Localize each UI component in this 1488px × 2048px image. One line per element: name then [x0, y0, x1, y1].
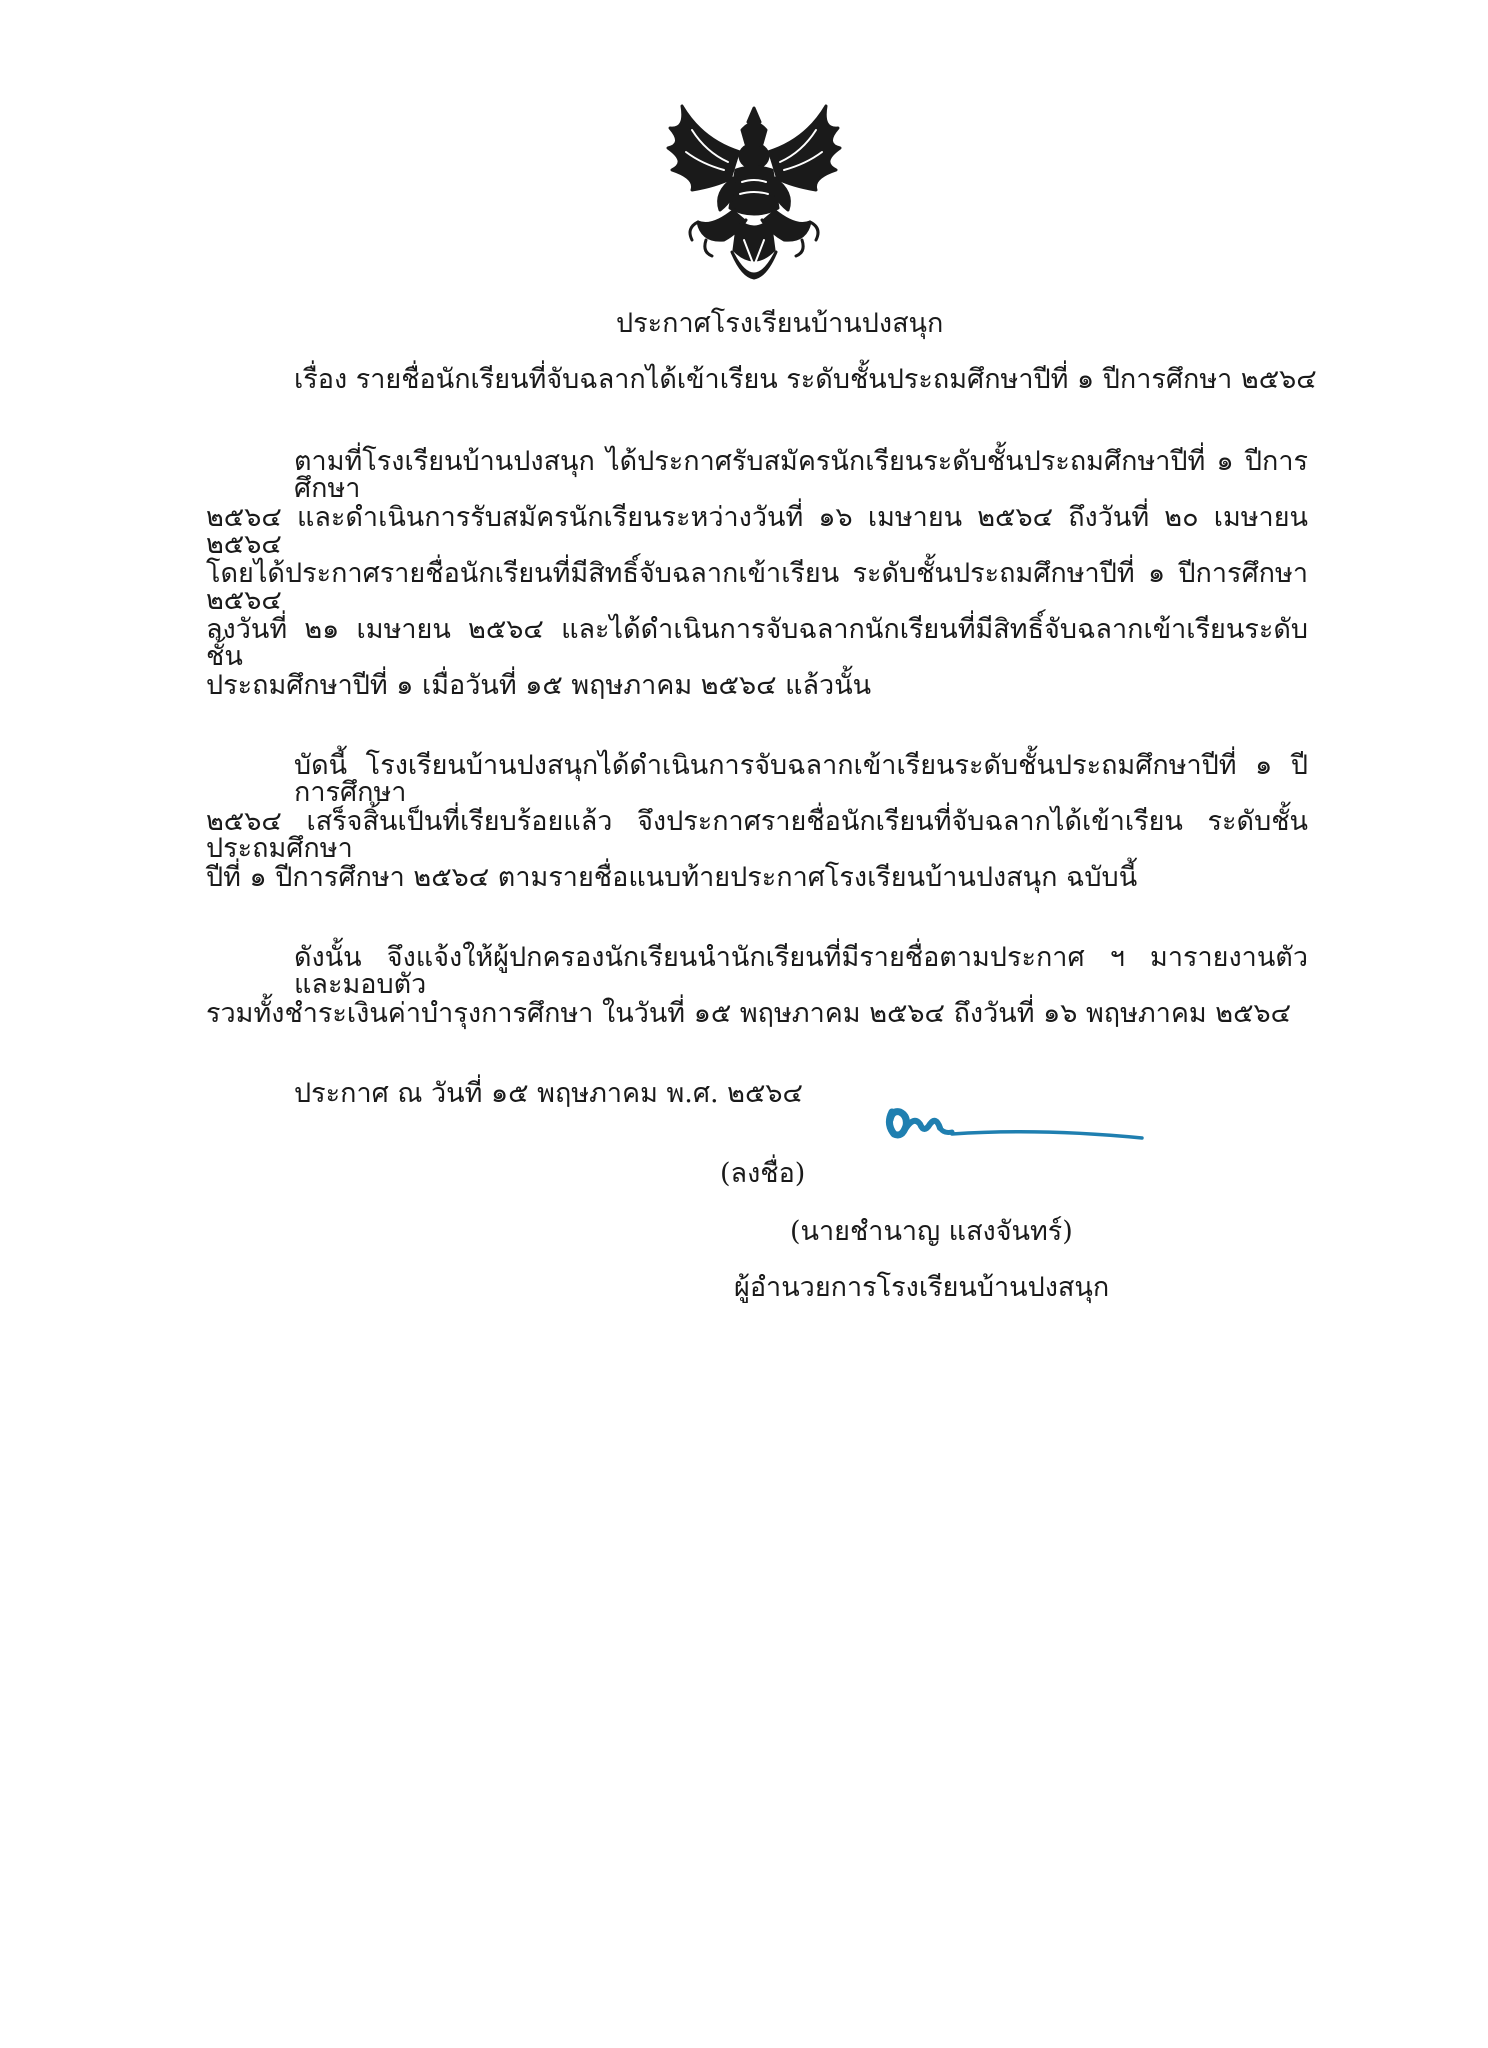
- paragraph-1-line-1: ตามที่โรงเรียนบ้านปงสนุก ได้ประกาศรับสมัครนักเรียนระดับชั้นประถมศึกษาปีที่ ๑ ปีการศึกษา: [294, 446, 1308, 504]
- paragraph-3-line-2: รวมทั้งชำระเงินค่าบำรุงการศึกษา ในวันที่ ๑๕ พฤษภาคม ๒๕๖๔ ถึงวันที่ ๑๖ พฤษภาคม ๒๕๖๔: [206, 998, 1292, 1029]
- handwritten-signature-icon: [880, 1094, 1150, 1154]
- signatory-position: ผู้อำนวยการโรงเรียนบ้านปงสนุก: [734, 1272, 1110, 1303]
- paragraph-2-line-3: ปีที่ ๑ ปีการศึกษา ๒๕๖๔ ตามรายชื่อแนบท้ายประกาศโรงเรียนบ้านปงสนุก ฉบับนี้: [206, 862, 1138, 893]
- sign-label: (ลงชื่อ): [720, 1158, 806, 1189]
- garuda-emblem-icon: [662, 100, 846, 300]
- paragraph-3-line-1: ดังนั้น จึงแจ้งให้ผู้ปกครองนักเรียนนำนักเรียนที่มีรายชื่อตามประกาศ ฯ มารายงานตัว และมอบตัว: [294, 942, 1308, 1000]
- announcement-subject: เรื่อง รายชื่อนักเรียนที่จับฉลากได้เข้าเรียน ระดับชั้นประถมศึกษาปีที่ ๑ ปีการศึกษา ๒๕๖๔: [294, 364, 1317, 395]
- paragraph-2-line-2: ๒๕๖๔ เสร็จสิ้นเป็นที่เรียบร้อยแล้ว จึงประกาศรายชื่อนักเรียนที่จับฉลากได้เข้าเรียน ระดับชั้นประถมศึกษา: [206, 806, 1308, 864]
- announcement-heading: ประกาศโรงเรียนบ้านปงสนุก: [616, 308, 944, 339]
- paragraph-1-line-4: ลงวันที่ ๒๑ เมษายน ๒๕๖๔ และได้ดำเนินการจับฉลากนักเรียนที่มีสิทธิ์จับฉลากเข้าเรียนระดับชั้น: [206, 614, 1308, 672]
- paragraph-2-line-1: บัดนี้ โรงเรียนบ้านปงสนุกได้ดำเนินการจับฉลากเข้าเรียนระดับชั้นประถมศึกษาปีที่ ๑ ปีการศึกษา: [294, 750, 1308, 808]
- paragraph-1-line-2: ๒๕๖๔ และดำเนินการรับสมัครนักเรียนระหว่างวันที่ ๑๖ เมษายน ๒๕๖๔ ถึงวันที่ ๒๐ เมษายน ๒๕๖๔: [206, 502, 1308, 560]
- announcement-date: ประกาศ ณ วันที่ ๑๕ พฤษภาคม พ.ศ. ๒๕๖๔: [294, 1078, 803, 1109]
- signatory-name: (นายชำนาญ แสงจันทร์): [790, 1216, 1073, 1247]
- paragraph-1-line-3: โดยได้ประกาศรายชื่อนักเรียนที่มีสิทธิ์จับฉลากเข้าเรียน ระดับชั้นประถมศึกษาปีที่ ๑ ปีการศึกษา ๒๕๖๔: [206, 558, 1308, 616]
- paragraph-1-line-5: ประถมศึกษาปีที่ ๑ เมื่อวันที่ ๑๕ พฤษภาคม ๒๕๖๔ แล้วนั้น: [206, 670, 872, 701]
